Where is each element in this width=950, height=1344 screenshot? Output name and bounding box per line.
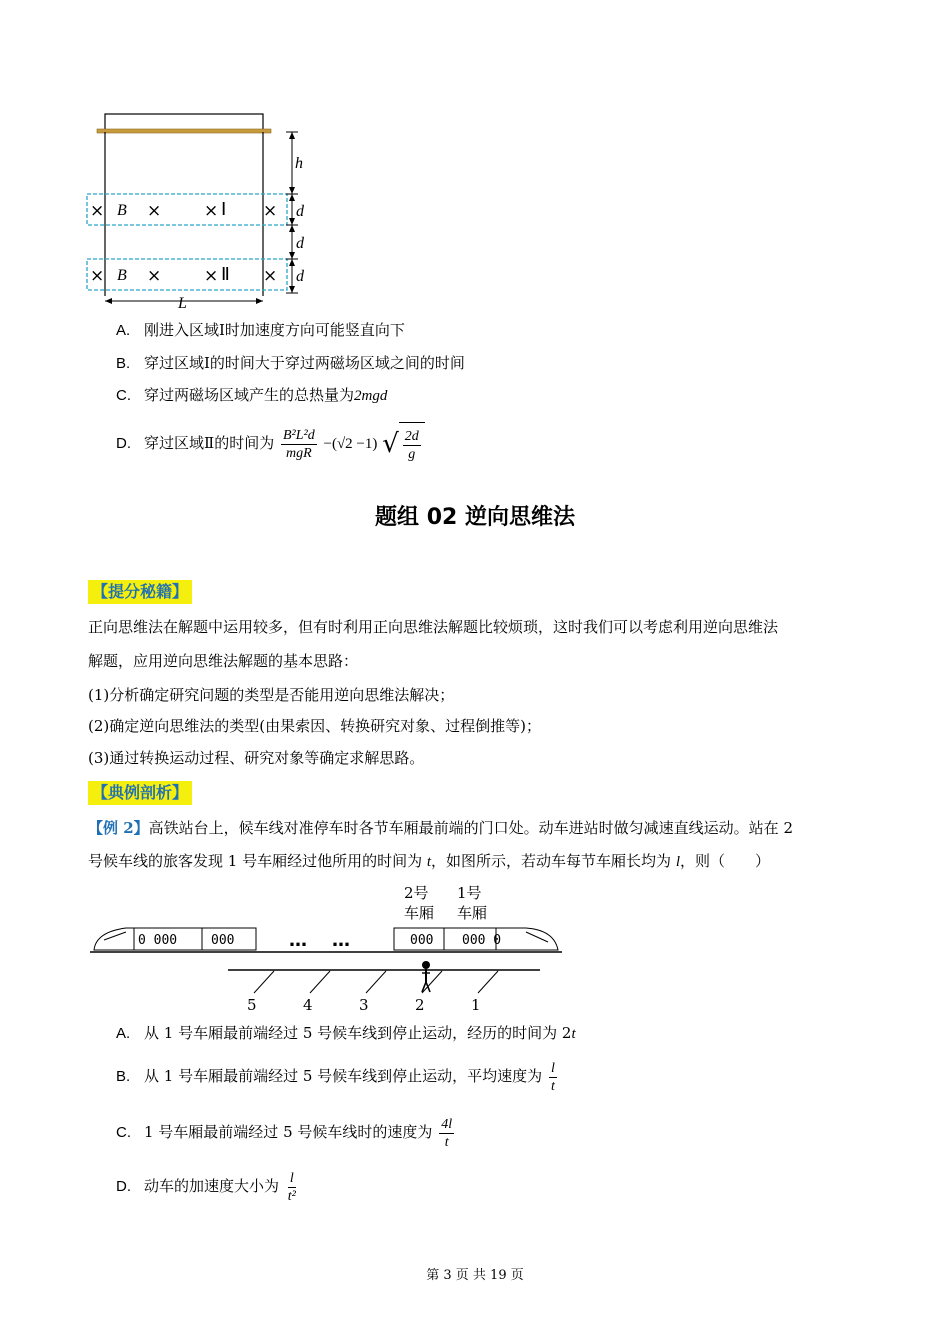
ellipsis: … (332, 930, 350, 951)
label-h: h (295, 155, 303, 172)
q1-option-d[interactable]: D. 穿过区域Ⅱ的时间为 $\frac{\text{B²L²d}}{\text{mgR}}$ −(√2 −1) √ $\frac{2d}{g}$ (116, 421, 425, 467)
section-title: 题组 02 逆向思维法 (375, 505, 575, 530)
formula-fraction: $\frac{\text{B²L²d}}{\text{mgR}}$ (282, 427, 315, 461)
ellipsis: … (289, 930, 307, 951)
magnetic-field-figure (80, 108, 320, 318)
label-B-region1: B (117, 202, 127, 219)
field-cross: × (263, 266, 278, 286)
q2-option-b[interactable]: B. 从 1 号车厢最前端经过 5 号候车线到停止运动，平均速度为 $\frac{l}{t}$ (116, 1060, 555, 1094)
car1-label: 1号 (457, 884, 482, 902)
seat-marks: 000 (211, 933, 235, 948)
field-cross: × (204, 201, 219, 221)
waiting-line-number: 2 (415, 996, 425, 1014)
car2-label: 车厢 (404, 904, 435, 922)
q1-option-b[interactable]: B. 穿过区域Ⅰ的时间大于穿过两磁场区域之间的时间 (116, 354, 465, 372)
waiting-line-number: 4 (303, 996, 313, 1014)
car1-label: 车厢 (457, 904, 488, 922)
label-L: L (178, 295, 187, 312)
waiting-line-number: 1 (471, 996, 481, 1014)
formula-sqrt: √ $\frac{2d}{g}$ (382, 422, 425, 467)
seat-marks: 0 000 (138, 933, 178, 948)
field-cross: × (147, 201, 162, 221)
formula-fraction: $\frac{l}{t}$ (550, 1060, 555, 1094)
example-line-1: 【例 2】高铁站台上，候车线对准停车时各节车厢最前端的门口处。动车进站时做匀减速直线运动。站在 2 (88, 819, 793, 837)
tip-line: (3)通过转换运动过程、研究对象等确定求解思路。 (88, 749, 425, 767)
field-cross: × (263, 201, 278, 221)
q2-option-d[interactable]: D. 动车的加速度大小为 $\frac{l}{\text{t²}}$ (116, 1170, 296, 1204)
formula-fraction: $\frac{l}{\text{t²}}$ (287, 1170, 296, 1204)
label-d-gap: d (296, 235, 304, 252)
field-cross: × (147, 266, 162, 286)
field-cross: × (204, 266, 219, 286)
seat-marks: 000 (410, 933, 434, 948)
q2-option-c[interactable]: C. 1 号车厢最前端经过 5 号候车线时的速度为 $\frac{4l}{t}$ (116, 1116, 453, 1150)
seat-marks: 000 0 (462, 933, 502, 948)
label-region-2: Ⅱ (221, 264, 230, 284)
tip-line: 正向思维法在解题中运用较多，但有时利用正向思维法解题比较烦琐，这时我们可以考虑利用逆向思维法 (88, 618, 779, 636)
passenger-figure (422, 961, 430, 992)
page-footer: 第 3 页 共 19 页 (426, 1268, 524, 1283)
tip-line: (2)确定逆向思维法的类型(由果索因、转换研究对象、过程倒推等)； (88, 717, 541, 735)
example-number: 【例 2】 (88, 819, 149, 837)
example-tag: 【典例剖析】 (88, 781, 192, 805)
q1-option-c[interactable]: C. 穿过两磁场区域产生的总热量为2mgd (116, 386, 388, 404)
field-cross: × (90, 201, 105, 221)
waiting-line-number: 3 (359, 996, 369, 1014)
car2-label: 2号 (404, 884, 429, 902)
train-station-figure (86, 880, 576, 1015)
waiting-line-number: 5 (247, 996, 257, 1014)
tip-tag: 【提分秘籍】 (88, 580, 192, 604)
q2-option-a[interactable]: A. 从 1 号车厢最前端经过 5 号候车线到停止运动，经历的时间为 2t (116, 1024, 576, 1042)
label-d-region2: d (296, 268, 304, 285)
label-B-region2: B (117, 267, 127, 284)
q1-option-a[interactable]: A. 刚进入区域Ⅰ时加速度方向可能竖直向下 (116, 321, 405, 339)
field-cross: × (90, 266, 105, 286)
example-line-2: 号候车线的旅客发现 1 号车厢经过他所用的时间为 t，如图所示，若动车每节车厢长均为 l，则（ ） (88, 852, 770, 870)
label-region-1: Ⅰ (221, 199, 227, 219)
label-d-region1: d (296, 203, 304, 220)
tip-line: (1)分析确定研究问题的类型是否能用逆向思维法解决； (88, 686, 455, 704)
formula-fraction: $\frac{4l}{t}$ (441, 1116, 453, 1150)
tip-line: 解题，应用逆向思维法解题的基本思路： (88, 652, 359, 670)
